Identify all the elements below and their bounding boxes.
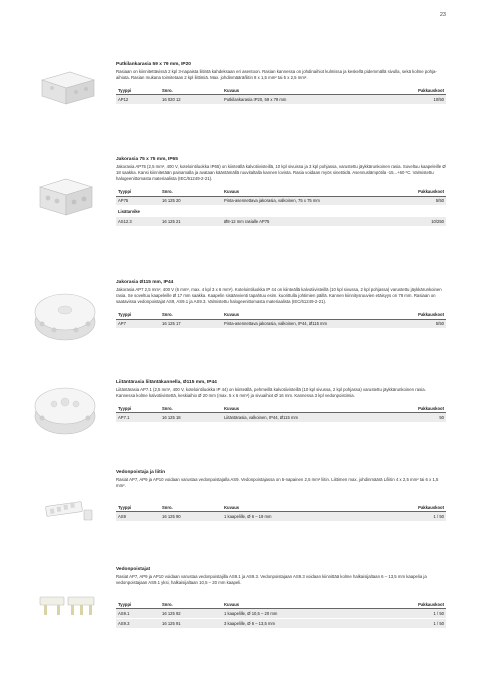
- section-title: Jakorasia 75 x 75 mm, IP65: [116, 157, 178, 162]
- cell-description: Ø8-12 mm rasialle AP75: [222, 217, 394, 227]
- cell-package: 50: [394, 413, 446, 423]
- accessory-label-row: [116, 206, 446, 217]
- section-description: Rasiaan on kiinnitettävissä 2 kpl 3-napaista liitintä kahdeksaan eri asentoon. Rasian kannessa on johdinaihiot kulmissa ja keskellä pidemmällä sivulla, sekä kolme pohja-aihiota. Rasian mukana toimitetaan 2 kpl liittimiä. Max. johdinmäärä/liitin 8 x 1,5 mm² tai 5 x 2,5 mm².: [116, 69, 437, 81]
- cell-snro: 16 125 18: [160, 413, 222, 423]
- section-title: Vedonpoistajat: [116, 567, 151, 572]
- cell-description: 1 kaapelille, Ø 10,5 – 20 mm: [222, 609, 394, 619]
- header-type: Tyyppi: [116, 311, 160, 320]
- cell-package: 5/50: [394, 196, 446, 206]
- header-package: Pakkauskoot: [394, 503, 446, 512]
- table-row: [116, 319, 446, 329]
- round-junction-box-icon: [32, 286, 98, 344]
- table-row: [116, 413, 446, 423]
- header-description: Kuvaus: [222, 86, 394, 95]
- cell-description: Putkilankarasia IP20, 59 x 79 mm: [222, 95, 394, 105]
- section-description: Rasiat AP7, AP9 ja AP10 voidaan varustaa vedonpoistajilla AS9.1 ja AS9.3. Vedonpoistajaan AS9.3 voidaan kiinnittää kolme halkaisijaltaan 6 – 13,5 mm kaapelia ja vedonpoistajaan AS9.1 yksi, halkaisijaltaan 10,5 – 20 mm kaapeli.: [116, 574, 427, 586]
- header-package: Pakkauskoot: [394, 600, 446, 609]
- cell-snro: 16 125 21: [160, 217, 222, 227]
- cell-type: AP7: [116, 319, 160, 329]
- header-description: Kuvaus: [222, 311, 394, 320]
- table-row: [116, 196, 446, 206]
- product-section-jakorasia-ap7: [28, 280, 446, 360]
- product-section-jakorasia-ap75: [28, 157, 446, 257]
- cell-package: 10/250: [394, 217, 446, 227]
- header-package: Pakkauskoot: [394, 311, 446, 320]
- cell-snro: 16 125 92: [160, 609, 222, 619]
- header-description: Kuvaus: [222, 600, 394, 609]
- header-snro: Snro.: [160, 600, 222, 609]
- table-row: [116, 512, 446, 522]
- product-table: [116, 86, 446, 105]
- section-description: Jakorasia AP75 (2,5 mm², 400 V, kotelointiluokka IP65) on kiinteällä kalvotiivisteillä, 10 kpl sivuissa ja 3 kpl pohjassa, varustettu jäykkärunkoinen rasia. Soveltuu kaapeleille Ø 18 saakka. Kansi kiinnitetään painamalla ja avataan kääntämällä ruuvitaltalla kannen lovista. Rasia voidaan myös sinetöidä. Asennuslämpötila -15...+60 ºC. Valmistettu halogeenittomasta materiaalista (IEC/61249-2-21).: [116, 164, 446, 182]
- cell-description: Pinta-asennettava jakorasia, valkoinen, IP44, Ø115 mm: [222, 319, 394, 329]
- cell-type: AP7.1: [116, 413, 160, 423]
- section-title: Vedonpoistaja ja liitin: [116, 470, 166, 475]
- header-snro: Snro.: [160, 311, 222, 320]
- cell-package: 10/50: [394, 95, 446, 105]
- junction-box-icon: [36, 66, 98, 108]
- cell-snro: 16 125 20: [160, 196, 222, 206]
- table-row: [116, 609, 446, 619]
- product-table: [116, 600, 446, 628]
- product-table: [116, 188, 446, 227]
- header-snro: Snro.: [160, 188, 222, 197]
- cell-description: 3 kaapelille, Ø 6 – 13,5 mm: [222, 619, 394, 629]
- header-type: Tyyppi: [116, 86, 160, 95]
- cell-snro: 16 020 12: [160, 95, 222, 105]
- cell-snro: 16 125 91: [160, 619, 222, 629]
- product-section-liitantarasia: [28, 380, 446, 452]
- cell-snro: 16 125 17: [160, 319, 222, 329]
- accessory-label: Lisätarvike: [116, 206, 446, 217]
- cell-description: Liitäntärasia, valkoinen, IP44, Ø115 mm: [222, 413, 394, 423]
- page-number: 23: [439, 12, 446, 18]
- cell-package: 1 / 50: [394, 619, 446, 629]
- header-type: Tyyppi: [116, 503, 160, 512]
- cell-type: AS9.1: [116, 609, 160, 619]
- table-row: [116, 619, 446, 629]
- cell-type: AS9: [116, 512, 160, 522]
- section-description: Liitäntärasia AP7.1 (2,5 mm², 400 V, kotelointiluokka IP 44) on kiinteällä, pehmeillä kalvotiivisteillä (10 kpl sivussa, 2 kpl pohjassa) varustettu jäykkärunkoinen rasia. Kannessa kolme kalvotiivistettä, keskiaihio Ø 20 mm (max. 5 x 6 mm²) ja sivuaihiot Ø 16 mm. Kannessa 3 kpl vedonpoistimia.: [116, 387, 426, 399]
- section-title: Putkilankarasia 59 x 79 mm, IP20: [116, 62, 191, 67]
- header-snro: Snro.: [160, 503, 222, 512]
- header-package: Pakkauskoot: [394, 86, 446, 95]
- product-table: [116, 311, 446, 330]
- strain-relief-clamps-icon: [36, 589, 98, 625]
- round-connection-box-icon: [32, 380, 98, 438]
- table-row: [116, 95, 446, 105]
- header-package: Pakkauskoot: [394, 188, 446, 197]
- cell-snro: 16 125 90: [160, 512, 222, 522]
- table-row: [116, 217, 446, 227]
- section-description: Rasiat AP7, AP9 ja AP10 voidaan varustaa vedonpoistajalla AS9. Vedonpoistajassa on 5-napainen 2,5 mm² liitin. Liittimen max. johdinmäärä L/liitin 4 x 2,5 mm² tai 6 x 1,5 mm².: [116, 477, 439, 489]
- header-snro: Snro.: [160, 86, 222, 95]
- header-description: Kuvaus: [222, 404, 394, 413]
- cell-package: 1 / 50: [394, 609, 446, 619]
- section-title: Liitäntärasia liitäntäkannella, Ø115 mm, IP44: [116, 380, 217, 385]
- header-type: Tyyppi: [116, 404, 160, 413]
- product-section-vedonpoistajat: [28, 567, 446, 647]
- product-section-vedonpoistaja-liitin: [28, 470, 446, 540]
- section-title: Jakorasia Ø115 mm, IP44: [116, 280, 174, 285]
- header-snro: Snro.: [160, 404, 222, 413]
- cell-package: 1 / 50: [394, 512, 446, 522]
- cell-type: AS9.3: [116, 619, 160, 629]
- product-table: [116, 503, 446, 522]
- product-section-putkilankarasia: [28, 62, 446, 154]
- header-package: Pakkauskoot: [394, 404, 446, 413]
- header-type: Tyyppi: [116, 188, 160, 197]
- cell-type: AS12.3: [116, 217, 160, 227]
- cell-description: 1 kaapelille, Ø 6 – 19 mm: [222, 512, 394, 522]
- product-table: [116, 404, 446, 423]
- strain-relief-connector-icon: [38, 494, 98, 528]
- header-type: Tyyppi: [116, 600, 160, 609]
- header-description: Kuvaus: [222, 503, 394, 512]
- cell-type: AP75: [116, 196, 160, 206]
- cell-description: Pinta-asennettava jakorasia, valkoinen, 75 x 75 mm: [222, 196, 394, 206]
- junction-box-icon: [34, 171, 96, 221]
- section-description: Jakorasia AP7 2,5 mm², 400 V (6 mm², max. 4 kpl 3 x 6 mm²). Kotelointiluokka IP 44 on kiinteällä kalvotiivisteillä (10 kpl sivussa, 2 kpl pohjassa) varustettu jäykkärunkoinen rasia. Se soveltuu kaapeleille Ø 17 mm saakka. Kaapelin sisäänvienti tapahtuu esim. kuorittulla johtimien päillä. Kannen kiinnitysruuvien etäisyys on 78 mm. Rasiaan on saatavissa vedonpoistajat AS9, AS9.1 ja AS9.3. Valmistettu halogeenittomasta materiaalista (IEC/61249-2-21).: [116, 287, 442, 305]
- header-description: Kuvaus: [222, 188, 394, 197]
- cell-type: AP12: [116, 95, 160, 105]
- cell-package: 5/50: [394, 319, 446, 329]
